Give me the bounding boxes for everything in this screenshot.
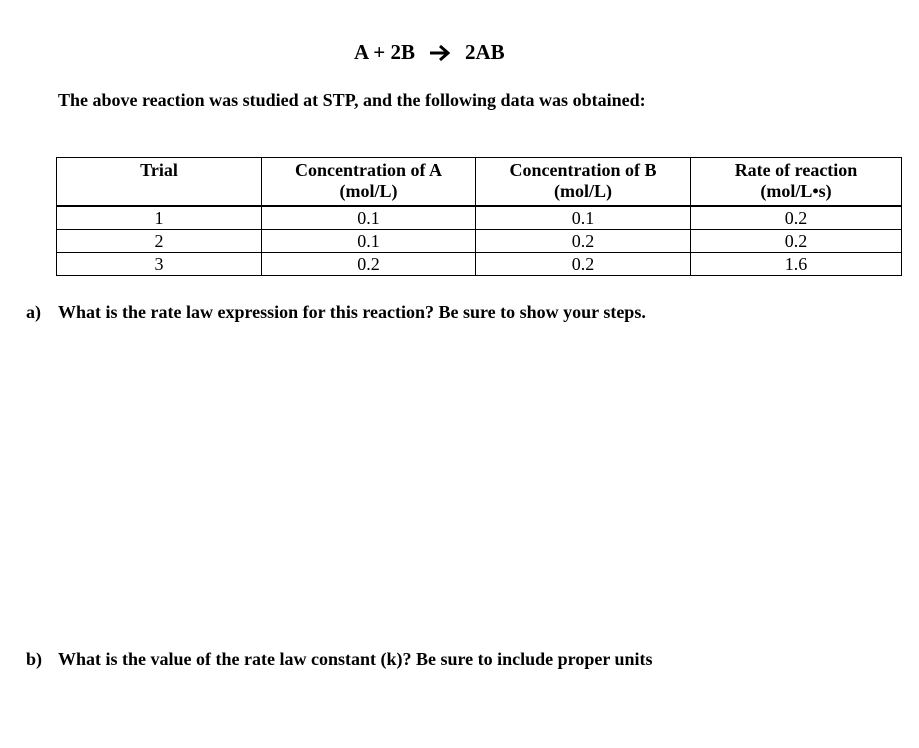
question-b <box>26 649 653 670</box>
cell-conc-a: 0.2 <box>262 253 476 276</box>
header-unit: (mol/L•s) <box>760 181 832 201</box>
question-a <box>26 302 646 323</box>
header-rate <box>691 158 902 207</box>
question-label: b) <box>26 649 43 669</box>
table-row <box>57 206 902 230</box>
header-concentration-b <box>476 158 691 207</box>
question-text: What is the rate law expression for this reaction? Be sure to show your steps. <box>58 302 646 322</box>
header-unit: (mol/L) <box>339 181 398 201</box>
header-line: Rate of reaction <box>734 160 858 180</box>
table-row <box>57 230 902 253</box>
header-line: Concentration of B <box>509 160 657 180</box>
header-line: Concentration of A <box>295 160 442 180</box>
reaction-reactants: A + 2B <box>354 40 415 64</box>
table-row <box>57 253 902 276</box>
cell-trial: 3 <box>57 253 262 276</box>
header-trial <box>57 158 262 207</box>
data-table <box>56 157 902 276</box>
question-text: What is the value of the rate law constant (k)? Be sure to include proper units <box>58 649 653 669</box>
reaction-equation <box>354 40 505 65</box>
cell-trial: 1 <box>57 206 262 230</box>
cell-conc-a: 0.1 <box>262 230 476 253</box>
cell-conc-b: 0.2 <box>476 253 691 276</box>
cell-rate: 1.6 <box>691 253 902 276</box>
header-line: Trial <box>140 160 178 180</box>
cell-conc-b: 0.2 <box>476 230 691 253</box>
cell-conc-b: 0.1 <box>476 206 691 230</box>
cell-conc-a: 0.1 <box>262 206 476 230</box>
header-concentration-a <box>262 158 476 207</box>
table-header-row <box>57 158 902 207</box>
cell-rate: 0.2 <box>691 230 902 253</box>
intro-text: The above reaction was studied at STP, and the following data was obtained: <box>58 90 646 110</box>
header-unit: (mol/L) <box>554 181 612 201</box>
cell-rate: 0.2 <box>691 206 902 230</box>
cell-trial: 2 <box>57 230 262 253</box>
right-arrow-icon <box>429 44 451 62</box>
reaction-products: 2AB <box>464 40 505 64</box>
question-label: a) <box>26 302 41 322</box>
